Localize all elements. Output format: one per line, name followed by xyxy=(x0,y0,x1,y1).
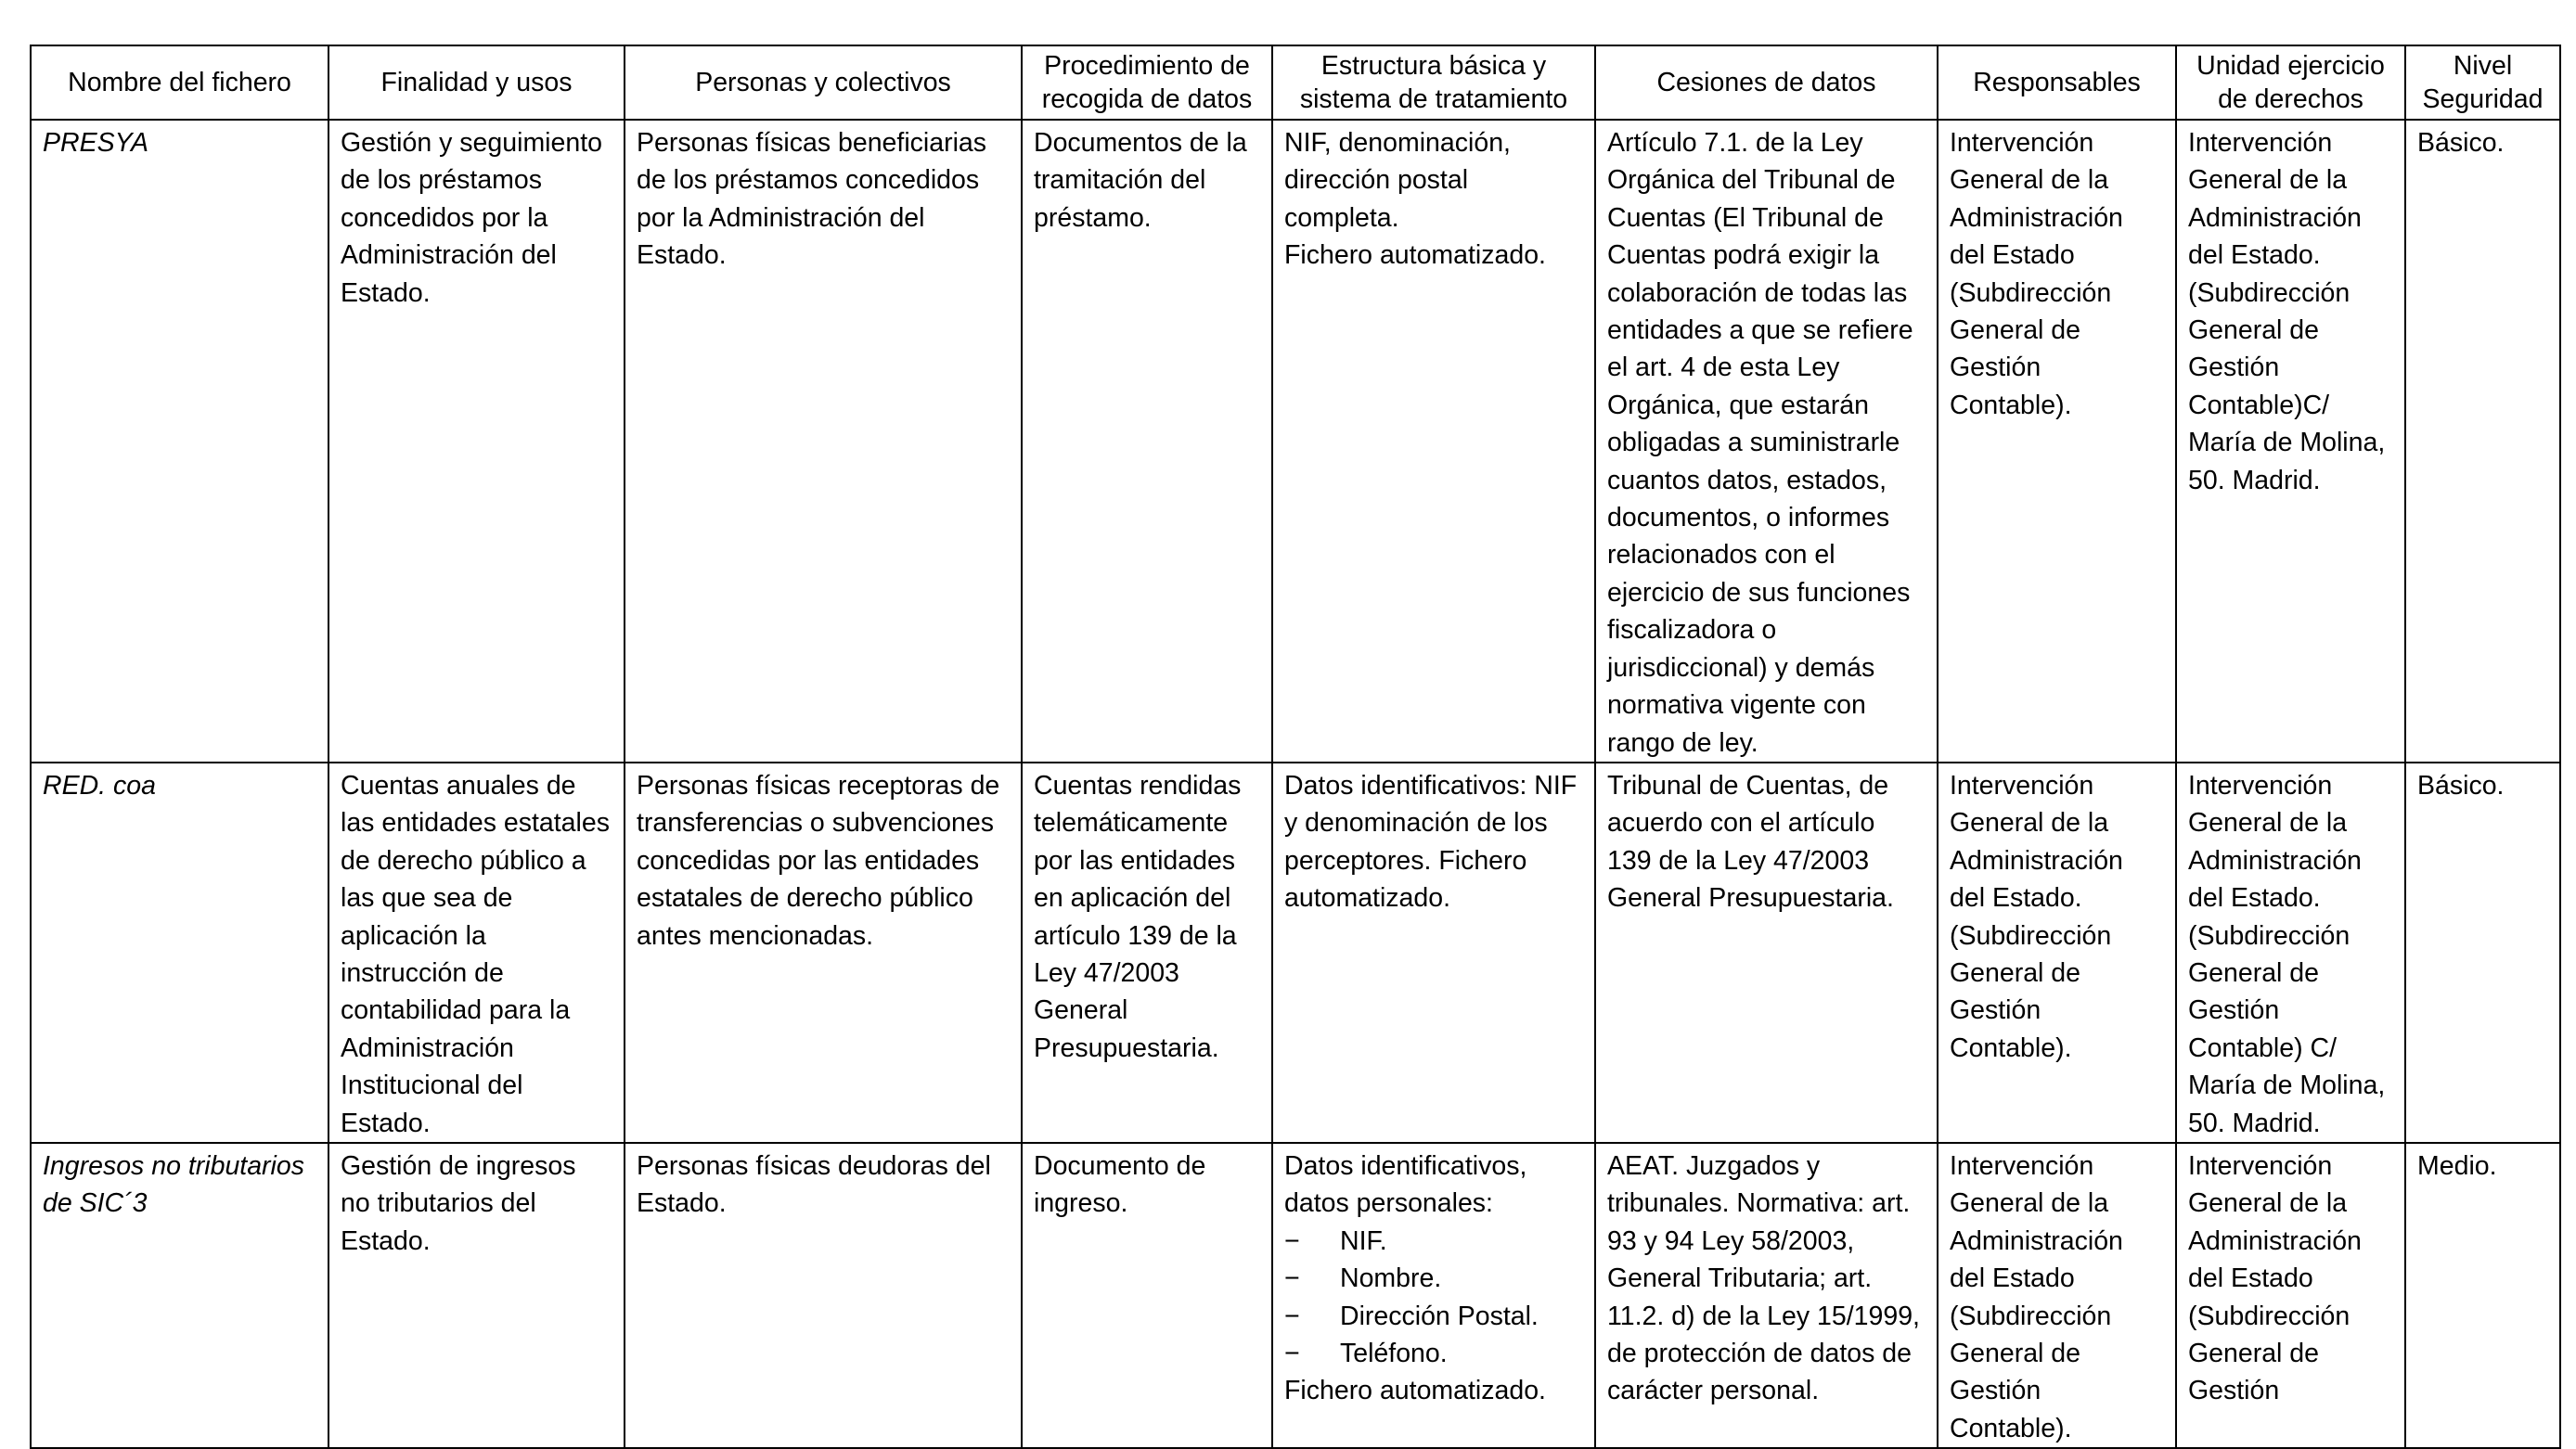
estructura-outro: Fichero automatizado. xyxy=(1284,1376,1546,1406)
cell-responsables: Intervención General de la Administración del Estado. (Subdirección General de Gestión Contable). xyxy=(1938,763,2176,1143)
cell-personas: Personas físicas deudoras del Estado. xyxy=(625,1143,1022,1448)
estructura-list xyxy=(1284,1223,1583,1373)
cell-responsables: Intervención General de la Administración del Estado (Subdirección General de Gestión Contable). xyxy=(1938,1143,2176,1448)
cell-cesiones: Artículo 7.1. de la Ley Orgánica del Tribunal de Cuentas (El Tribunal de Cuentas podrá exigir la colaboración de todas las entidades a que se refiere el art. 4 de esta Ley Orgánica, que estarán obligadas a suministrarle cuantos datos, estados, documentos, o informes relacionados con el ejercicio de sus funciones fiscalizadora o jurisdiccional) y demás normativa vigente con rango de ley. xyxy=(1595,120,1938,763)
cell-procedimiento: Documento de ingreso. xyxy=(1022,1143,1272,1448)
cell-nombre: Ingresos no tributarios de SIC´3 xyxy=(31,1143,328,1448)
cell-unidad: Intervención General de la Administración del Estado. (Subdirección General de Gestión Contable) C/ María de Molina, 50. Madrid. xyxy=(2176,763,2405,1143)
list-item: − Dirección Postal. xyxy=(1284,1298,1583,1335)
list-item: − NIF. xyxy=(1284,1223,1583,1260)
cell-estructura: Datos identificativos: NIF y denominación de los perceptores. Fichero automatizado. xyxy=(1272,763,1595,1143)
header-estructura: Estructura básica y sistema de tratamiento xyxy=(1272,45,1595,120)
cell-finalidad: Gestión y seguimiento de los préstamos concedidos por la Administración del Estado. xyxy=(328,120,625,763)
cell-nivel: Medio. xyxy=(2405,1143,2560,1448)
list-item: − Nombre. xyxy=(1284,1260,1583,1297)
cell-personas: Personas físicas receptoras de transferencias o subvenciones concedidas por las entidades estatales de derecho público antes mencionadas. xyxy=(625,763,1022,1143)
cell-personas: Personas físicas beneficiarias de los préstamos concedidos por la Administración del Estado. xyxy=(625,120,1022,763)
table-row xyxy=(31,1143,2560,1448)
cell-estructura xyxy=(1272,1143,1595,1448)
header-unidad: Unidad ejercicio de derechos xyxy=(2176,45,2405,120)
table-row xyxy=(31,120,2560,763)
cell-finalidad: Cuentas anuales de las entidades estatales de derecho público a las que sea de aplicación la instrucción de contabilidad para la Administración Institucional del Estado. xyxy=(328,763,625,1143)
cell-nombre: PRESYA xyxy=(31,120,328,763)
cell-cesiones: AEAT. Juzgados y tribunales. Normativa: art. 93 y 94 Ley 58/2003, General Tributaria; art. 11.2. d) de la Ley 15/1999, de protección de datos de carácter personal. xyxy=(1595,1143,1938,1448)
table-header-row xyxy=(31,45,2560,120)
cell-procedimiento: Documentos de la tramitación del préstamo. xyxy=(1022,120,1272,763)
header-responsables: Responsables xyxy=(1938,45,2176,120)
cell-nivel: Básico. xyxy=(2405,120,2560,763)
cell-responsables: Intervención General de la Administración del Estado (Subdirección General de Gestión Contable). xyxy=(1938,120,2176,763)
header-nivel: Nivel Seguridad xyxy=(2405,45,2560,120)
cell-cesiones: Tribunal de Cuentas, de acuerdo con el artículo 139 de la Ley 47/2003 General Presupuestaria. xyxy=(1595,763,1938,1143)
ficheros-table xyxy=(30,45,2561,1449)
header-procedimiento: Procedimiento de recogida de datos xyxy=(1022,45,1272,120)
cell-estructura: NIF, denominación, dirección postal completa. Fichero automatizado. xyxy=(1272,120,1595,763)
header-finalidad: Finalidad y usos xyxy=(328,45,625,120)
cell-unidad: Intervención General de la Administración del Estado. (Subdirección General de Gestión Contable)C/ María de Molina, 50. Madrid. xyxy=(2176,120,2405,763)
header-cesiones: Cesiones de datos xyxy=(1595,45,1938,120)
cell-nombre: RED. coa xyxy=(31,763,328,1143)
list-item: − Teléfono. xyxy=(1284,1335,1583,1372)
estructura-intro: Datos identificativos, datos personales: xyxy=(1284,1150,1527,1219)
cell-procedimiento: Cuentas rendidas telemáticamente por las entidades en aplicación del artículo 139 de la Ley 47/2003 General Presupuestaria. xyxy=(1022,763,1272,1143)
table-row xyxy=(31,763,2560,1143)
cell-finalidad: Gestión de ingresos no tributarios del Estado. xyxy=(328,1143,625,1448)
header-nombre: Nombre del fichero xyxy=(31,45,328,120)
cell-unidad: Intervención General de la Administración del Estado (Subdirección General de Gestión xyxy=(2176,1143,2405,1448)
cell-nivel: Básico. xyxy=(2405,763,2560,1143)
header-personas: Personas y colectivos xyxy=(625,45,1022,120)
